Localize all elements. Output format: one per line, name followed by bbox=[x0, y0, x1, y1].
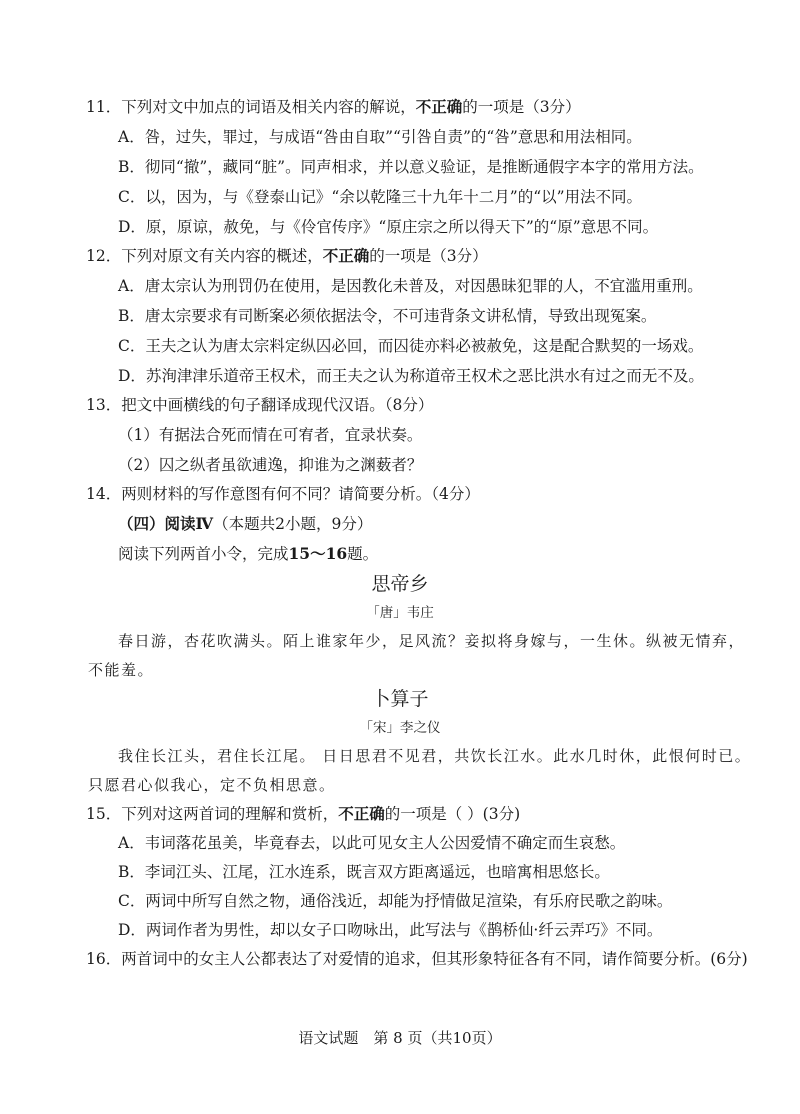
section-4-intro: 阅读下列两首小令，完成15～16题。 bbox=[118, 544, 379, 563]
poem-2-author: 「宋」李之仪 bbox=[359, 720, 441, 736]
question-13-stem: 13．把文中画横线的句子翻译成现代汉语。（8分） bbox=[86, 396, 434, 414]
question-13-item-2: （2）囚之纵者虽欲逋逸，抑谁为之渊薮者？ bbox=[118, 456, 423, 474]
question-13-item-1: （1）有据法合死而情在可宥者，宜录状奏。 bbox=[118, 426, 423, 444]
question-12-stem: 12．下列对原文有关内容的概述，不正确的一项是（3分） bbox=[86, 246, 488, 265]
question-12-option-b: B．唐太宗要求有司断案必须依据法令，不可违背条文讲私情，导致出现冤案。 bbox=[118, 307, 657, 325]
question-15-option-d: D．两词作者为男性，却以女子口吻咏出，此写法与《鹊桥仙·纤云弄巧》不同。 bbox=[118, 921, 663, 939]
page-footer: 语文试题 第 8 页（共10页） bbox=[298, 1029, 502, 1047]
question-15-option-c: C．两词中所写自然之物，通俗浅近，却能为抒情做足渲染，有乐府民歌之韵味。 bbox=[118, 892, 673, 910]
section-4-heading: （四）阅读Ⅳ（本题共2小题，9分） bbox=[118, 514, 373, 533]
emphasis-not-correct: 不正确 bbox=[338, 804, 385, 823]
emphasis-not-correct: 不正确 bbox=[322, 246, 370, 265]
poem-2-line-2: 只愿君心似我心，定不负相思意。 bbox=[88, 776, 336, 794]
poem-1-title: 思帝乡 bbox=[371, 573, 429, 595]
poem-2-line-1: 我住长江头，君住长江尾。 日日思君不见君，共饮长江水。此水几时休，此恨何时已。 bbox=[118, 747, 752, 765]
question-11-option-b: B．彻同“撤”，藏同“脏”。同声相求，并以意义验证，是推断通假字本字的常用方法。 bbox=[118, 158, 704, 176]
poem-1-author: 「唐」韦庄 bbox=[366, 605, 434, 621]
question-15-option-a: A．韦词落花虽美，毕竟春去，以此可见女主人公因爱情不确定而生哀愁。 bbox=[118, 834, 626, 852]
question-11-option-a: A．咎，过失，罪过，与成语“咎由自取”“引咎自责”的“咎”意思和用法相同。 bbox=[118, 128, 642, 146]
emphasis-not-correct: 不正确 bbox=[415, 97, 463, 116]
question-11-stem: 11．下列对文中加点的词语及相关内容的解说，不正确的一项是（3分） bbox=[86, 97, 581, 116]
question-11-option-c: C．以，因为，与《登泰山记》“余以乾隆三十九年十二月”的“以”用法不同。 bbox=[118, 188, 643, 206]
poem-2-title: 卜算子 bbox=[371, 688, 429, 710]
poem-1-line-1: 春日游，杏花吹满头。陌上谁家年少，足风流？妾拟将身嫁与，一生休。纵被无情弃， bbox=[118, 632, 746, 650]
question-11-option-d: D．原，原谅，赦免，与《伶官传序》“原庄宗之所以得天下”的“原”意思不同。 bbox=[118, 218, 659, 236]
question-15-stem: 15．下列对这两首词的理解和赏析，不正确的一项是（ ）(3分) bbox=[86, 804, 521, 823]
question-12-option-a: A．唐太宗认为刑罚仍在使用，是因教化未普及，对因愚昧犯罪的人，不宜滥用重刑。 bbox=[118, 277, 703, 295]
question-14-stem: 14．两则材料的写作意图有何不同？请简要分析。（4分） bbox=[86, 485, 480, 503]
question-16-stem: 16．两首词中的女主人公都表达了对爱情的追求，但其形象特征各有不同，请作简要分析。(6分) bbox=[86, 950, 748, 968]
question-15-option-b: B．李词江头、江尾，江水连系，既言双方距离遥远，也暗寓相思悠长。 bbox=[118, 863, 610, 881]
poem-1-line-2: 不能羞。 bbox=[88, 661, 155, 679]
question-12-option-d: D．苏洵津津乐道帝王权术，而王夫之认为称道帝王权术之恶比洪水有过之而无不及。 bbox=[118, 367, 704, 385]
question-12-option-c: C．王夫之认为唐太宗料定纵囚必回，而囚徒亦料必被赦免，这是配合默契的一场戏。 bbox=[118, 337, 704, 355]
